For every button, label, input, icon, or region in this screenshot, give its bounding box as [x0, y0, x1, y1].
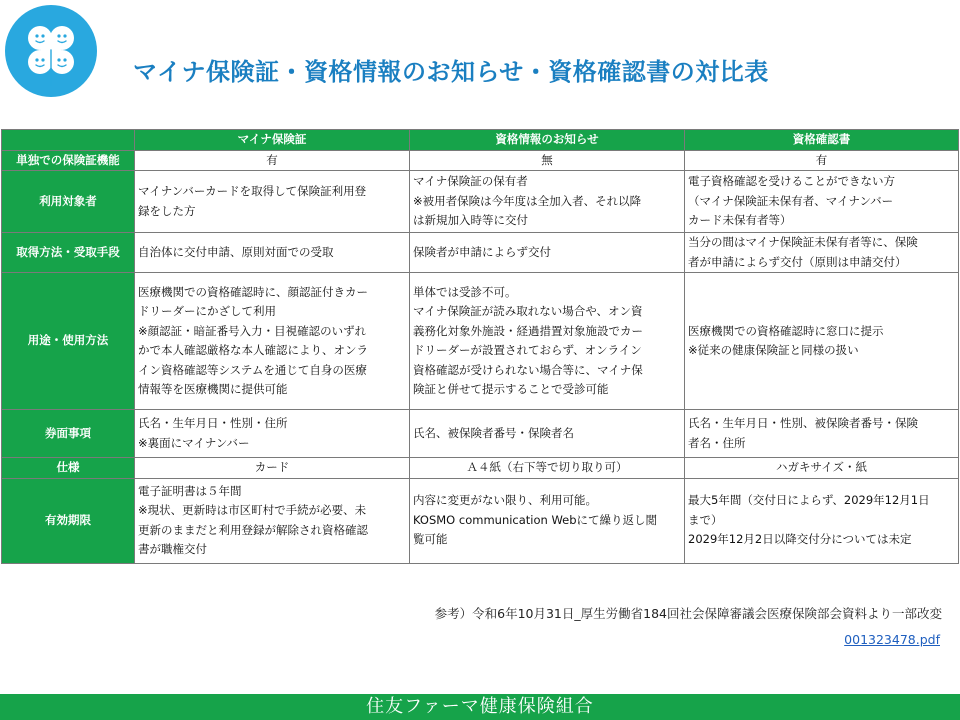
cell-text-line: マイナ保険証が読み取れない場合や、オン資	[413, 304, 643, 318]
table-row	[2, 458, 959, 479]
table-cell	[685, 150, 959, 171]
row-header: 用途・使用方法	[2, 273, 135, 410]
cell-text-line: 電子資格確認を受けることができない方	[688, 174, 895, 189]
table-cell	[685, 478, 959, 563]
table-cell	[685, 410, 959, 458]
cell-text-line: 最大5年間（交付日によらず、2029年12月1日	[688, 493, 930, 508]
row-header: 仕様	[2, 458, 135, 479]
table-cell	[135, 478, 410, 563]
cell-text-line: Ａ４紙（右下等で切り取り可）	[466, 460, 628, 474]
cell-text-line: 当分の間はマイナ保険証未保有者等に、保険	[688, 235, 918, 249]
cell-text-line: 義務化対象外施設・経過措置対象施設でカー	[413, 323, 643, 338]
table-row	[2, 410, 959, 458]
table-cell	[410, 233, 685, 273]
cell-text-line: 電子証明書は５年間	[138, 483, 242, 498]
table-header-row	[2, 130, 959, 151]
table-cell	[135, 150, 410, 171]
page-title: マイナ保険証・資格情報のお知らせ・資格確認書の対比表	[133, 58, 769, 86]
reference-note: 参考）令和6年10月31日_厚生労働省184回社会保障審議会医療保険部会資料より一部改変	[434, 606, 942, 621]
cell-text-line: まで）	[688, 512, 723, 527]
cell-text-line: 保険者が申請によらず交付	[413, 244, 551, 259]
cell-text-line: 録をした方	[138, 203, 196, 218]
cell-text-line: 内容に変更がない限り、利用可能。	[413, 493, 597, 508]
table-row	[2, 150, 959, 171]
cell-text-line: 有	[815, 152, 828, 167]
table-cell	[410, 410, 685, 458]
cell-text-line: 医療機関での資格確認時に、顔認証付きカー	[138, 284, 368, 299]
source-link[interactable]: 001323478.pdf	[844, 632, 940, 647]
table-cell	[685, 273, 959, 410]
cell-text-line: 者が申請によらず交付（原則は申請交付）	[688, 254, 907, 269]
cell-text-line: 無	[541, 152, 553, 167]
row-header: 券面事項	[2, 410, 135, 458]
cell-text-line: 自治体に交付申請、原則対面での受取	[138, 244, 334, 259]
cell-text-line: カード未保有者等）	[688, 213, 792, 228]
table-cell	[410, 273, 685, 410]
cell-text-line: ※現状、更新時は市区町村で手続が必要、未	[138, 503, 367, 517]
cell-text-line: ※顔認証・暗証番号入力・目視確認のいずれ	[138, 323, 367, 338]
cell-text-line: 単体では受診不可。	[413, 284, 517, 299]
table-row	[2, 273, 959, 410]
table-cell	[135, 171, 410, 233]
cell-text-line: ※従来の健康保険証と同様の扱い	[688, 343, 859, 357]
cell-text-line: ドリーダーが設置されておらず、オンライン	[413, 343, 642, 357]
cell-text-line: 氏名、被保険者番号・保険者名	[413, 425, 574, 440]
column-header: 資格情報のお知らせ	[410, 130, 685, 151]
cell-text-line: かで本人確認厳格な本人確認により、オンラ	[138, 343, 368, 357]
table-row	[2, 233, 959, 273]
cell-text-line: KOSMO communication Webにて繰り返し閲	[413, 512, 658, 527]
cell-text-line: 覧可能	[413, 532, 448, 547]
cell-text-line: 者名・住所	[688, 435, 746, 450]
row-header: 単独での保険証機能	[2, 150, 135, 171]
footer-bar	[0, 694, 960, 720]
cell-text-line: は新規加入時等に交付	[413, 213, 528, 228]
cell-text-line: イン資格確認等システムを通じて自身の医療	[138, 362, 367, 377]
cell-text-line: ※裏面にマイナンバー	[138, 435, 250, 450]
cell-text-line: 更新のままだと利用登録が解除され資格確認	[138, 522, 368, 537]
column-header: 資格確認書	[685, 130, 959, 151]
cell-text-line: 険証と併せて提示することで受診可能	[413, 382, 609, 396]
table-cell	[410, 458, 685, 479]
row-header: 有効期限	[2, 478, 135, 563]
cell-text-line: 氏名・生年月日・性別、被保険者番号・保険	[688, 416, 918, 430]
table-cell	[685, 233, 959, 273]
row-header: 利用対象者	[2, 171, 135, 233]
table-cell	[685, 171, 959, 233]
cell-text-line: 書が職権交付	[138, 542, 207, 556]
table-cell	[410, 171, 685, 233]
cell-text-line: 有	[266, 152, 278, 167]
table-header-corner	[2, 130, 135, 151]
cell-text-line: ※被用者保険は今年度は全加入者、それ以降	[413, 193, 642, 208]
table-cell	[135, 458, 410, 479]
table-cell	[685, 458, 959, 479]
table-cell	[135, 273, 410, 410]
cell-text-line: 2029年12月2日以降交付分については未定	[688, 532, 912, 547]
clover-logo-icon	[4, 4, 98, 98]
cell-text-line: マイナ保険証の保有者	[413, 174, 528, 189]
table-row	[2, 171, 959, 233]
cell-text-line: 医療機関での資格確認時に窓口に提示	[688, 323, 884, 338]
table-cell	[135, 233, 410, 273]
cell-text-line: マイナンバーカードを取得して保険証利用登	[138, 184, 367, 198]
cell-text-line: ハガキサイズ・紙	[775, 460, 868, 474]
table-cell	[410, 478, 685, 563]
column-header: マイナ保険証	[135, 130, 410, 151]
table-cell	[135, 410, 410, 458]
cell-text-line: 情報等を医療機関に提供可能	[138, 382, 288, 396]
footer-label: 住友ファーマ健康保険組合	[366, 696, 594, 717]
cell-text-line: 氏名・生年月日・性別・住所	[138, 416, 288, 430]
cell-text-line: カード	[254, 460, 290, 474]
cell-text-line: 資格確認が受けられない場合等に、マイナ保	[413, 362, 643, 377]
table-cell	[410, 150, 685, 171]
comparison-table	[1, 129, 959, 564]
cell-text-line: （マイナ保険証未保有者、マイナンバー	[688, 193, 894, 208]
cell-text-line: ドリーダーにかざして利用	[138, 304, 276, 318]
row-header: 取得方法・受取手段	[2, 233, 135, 273]
table-row	[2, 478, 959, 563]
